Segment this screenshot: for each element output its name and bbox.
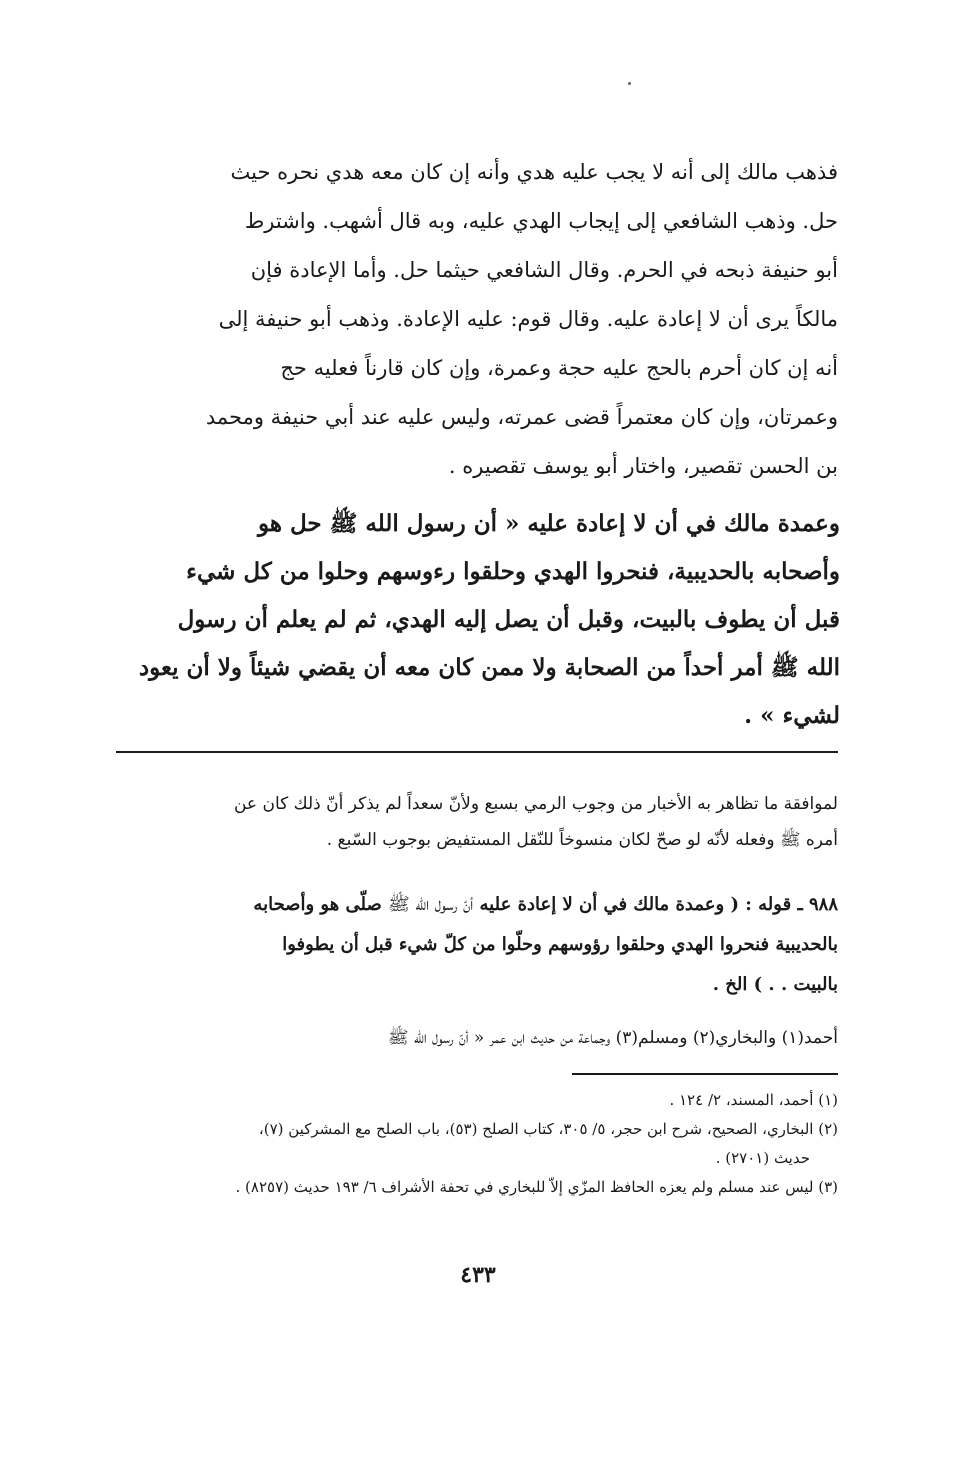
- bold-text-line: لشيء » .: [744, 702, 840, 729]
- continuation-line: أحمد(١) والبخاري(٢) ومسلم(٣) وجماعة من حديث ابن عمر « أنّ رسول الله ﷺ: [388, 1028, 838, 1048]
- section-divider: [116, 751, 838, 753]
- bold-text-line: قبل أن يطوف بالبيت، وقبل أن يصل إليه الهدي، ثم لم يعلم أن رسول: [177, 606, 840, 633]
- bold-paragraph: [105, 500, 840, 740]
- footnote-divider: [572, 1073, 838, 1075]
- text-line: أنه إن كان أحرم بالحج عليه حجة وعمرة، وإن كان قارناً فعليه حج: [280, 356, 838, 380]
- scan-speck: [628, 82, 631, 85]
- bold-text-line: وعمدة مالك في أن لا إعادة عليه « أن رسول الله ﷺ حل هو: [257, 510, 840, 537]
- entry-heading-regular: أنّ رسول الله ﷺ: [388, 894, 474, 915]
- page-number: ٤٣٣: [460, 1262, 496, 1288]
- text-line: أبو حنيفة ذبحه في الحرم. وقال الشافعي حيثما حل. وأما الإعادة فإن: [250, 258, 838, 282]
- text-line: مالكاً يرى أن لا إعادة عليه. وقال قوم: عليه الإعادة. وذهب أبو حنيفة إلى: [218, 307, 838, 331]
- commentary-entry-988: [110, 885, 838, 1005]
- bold-text-line: وأصحابه بالحديبية، فنحروا الهدي وحلقوا رءوسهم وحلوا من كل شيء: [186, 558, 840, 585]
- commentary-line: أمره ﷺ وفعله لأنّه لو صحّ لكان منسوخاً للنّقل المستفيض بوجوب السّبع .: [326, 830, 838, 850]
- footnote: (٣) ليس عند مسلم ولم يعزه الحافظ المزّي إلاّ للبخاري في تحفة الأشراف ٦/ ١٩٣ حديث (٨٢٥٧) .: [235, 1178, 838, 1196]
- entry-line: بالحديبية فنحروا الهدي وحلقوا رؤوسهم وحلّوا من كلّ شيء قبل أن يطوفوا: [282, 934, 838, 955]
- text-line: حل. وذهب الشافعي إلى إيجاب الهدي عليه، وبه قال أشهب. واشترط: [244, 209, 838, 233]
- entry-heading-bold-end: صلّى هو وأصحابه: [253, 894, 382, 915]
- entry-line: بالبيت . . ) الخ .: [712, 974, 838, 995]
- text-line: وعمرتان، وإن كان معتمراً قضى عمرته، وليس عليه عند أبي حنيفة ومحمد: [205, 405, 838, 429]
- entry-heading-line: [110, 885, 838, 925]
- main-paragraph: [110, 148, 838, 491]
- commentary-continuation: [110, 1022, 838, 1054]
- commentary-paragraph: [110, 786, 838, 858]
- entry-heading-bold: ٩٨٨ ـ قوله : ( وعمدة مالك في أن لا إعادة عليه: [479, 894, 838, 915]
- text-line: فذهب مالك إلى أنه لا يجب عليه هدي وأنه إن كان معه هدي نحره حيث: [230, 160, 838, 184]
- commentary-line: لموافقة ما تظاهر به الأخبار من وجوب الرمي بسبع ولأنّ سعداً لم يذكر أنّ ذلك كان عن: [233, 794, 838, 814]
- footnote-continuation: حديث (٢٧٠١) .: [715, 1149, 810, 1167]
- footnotes: [110, 1086, 838, 1202]
- text-line: بن الحسن تقصير، واختار أبو يوسف تقصيره .: [448, 454, 838, 478]
- footnote: (٢) البخاري، الصحيح، شرح ابن حجر، ٥/ ٣٠٥، كتاب الصلح (٥٣)، باب الصلح مع المشركين (٧)،: [258, 1120, 838, 1138]
- footnote: (١) أحمد، المسند، ٢/ ١٢٤ .: [669, 1091, 838, 1109]
- bold-text-line: الله ﷺ أمر أحداً من الصحابة ولا ممن كان معه أن يقضي شيئاً ولا أن يعود: [138, 654, 840, 681]
